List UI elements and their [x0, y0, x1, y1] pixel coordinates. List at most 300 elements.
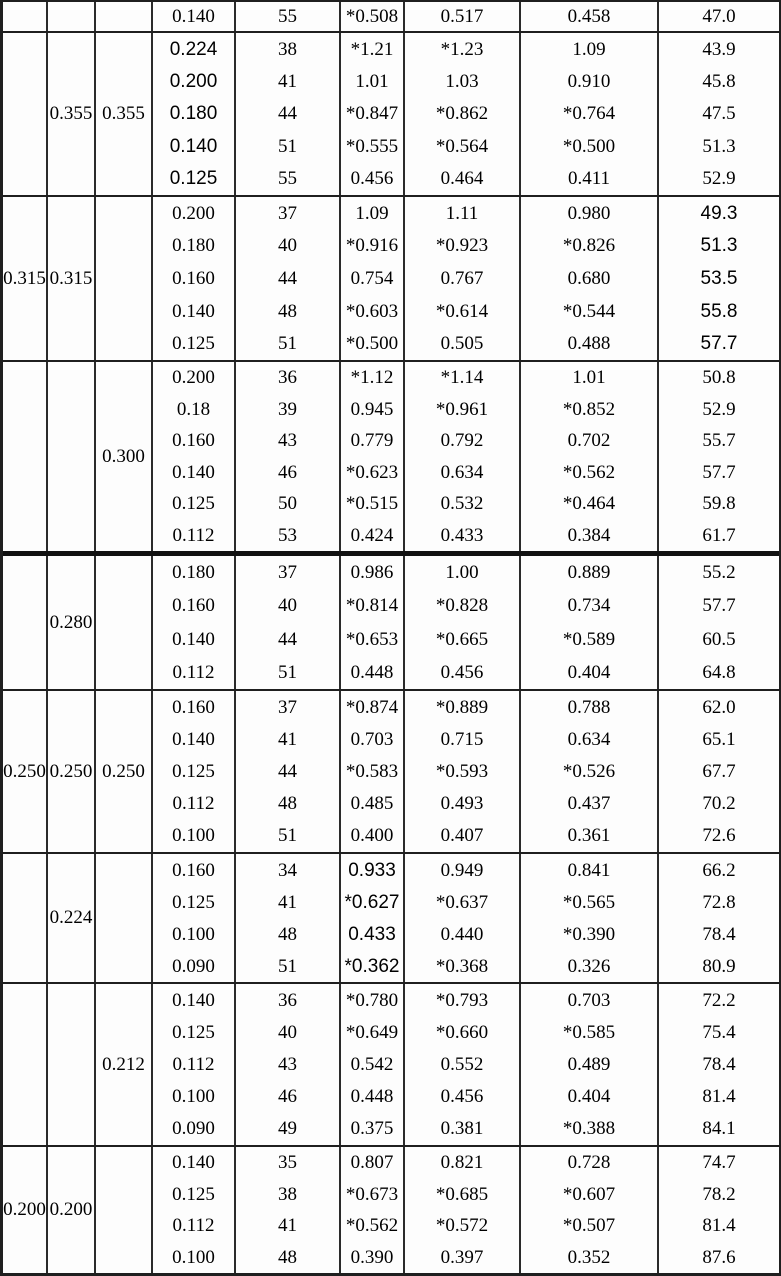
value-column-count [236, 2, 341, 31]
value-cell-value-b: *0.862 [435, 103, 489, 125]
value-cell-value-b: *0.923 [435, 235, 489, 257]
value-cell-count: 38 [278, 1183, 297, 1205]
value-cell-count: 48 [278, 300, 297, 322]
group-cell-g2: 0.224 [48, 854, 96, 982]
group-cell-g1: 0.315 [3, 197, 48, 360]
value-cell-wire-diameter: 0.112 [172, 1215, 215, 1237]
value-cell-wire-diameter: 0.140 [172, 1152, 215, 1174]
value-cell-count: 44 [278, 103, 297, 125]
value-cell-open-area-percent: 47.0 [702, 6, 736, 27]
value-cell-value-c: *0.507 [562, 1215, 616, 1237]
value-cell-value-c: 0.489 [567, 1053, 611, 1075]
value-cell-count: 41 [278, 1215, 297, 1237]
value-column-open-area-percent [659, 556, 779, 689]
value-cell-value-b: 0.792 [440, 430, 484, 452]
value-column-wire-diameter [153, 854, 236, 982]
value-cell-value-a: 0.807 [350, 1152, 394, 1174]
value-cell-value-a: *0.673 [345, 1183, 399, 1205]
value-cell-value-a: 0.448 [350, 1086, 394, 1108]
value-cell-value-c: *0.562 [562, 461, 616, 483]
value-cell-open-area-percent: 62.0 [702, 696, 736, 718]
value-column-count [236, 854, 341, 982]
value-cell-value-b: *0.614 [435, 300, 489, 322]
value-cell-wire-diameter: 0.125 [172, 333, 215, 355]
group-cell-g3 [96, 556, 153, 689]
value-cell-count: 51 [278, 661, 297, 683]
value-column-value-c [521, 362, 659, 551]
value-cell-count: 51 [278, 825, 297, 847]
value-column-value-b [405, 556, 521, 689]
value-cell-open-area-percent: 52.9 [702, 398, 736, 420]
value-cell-value-a: 0.433 [348, 923, 396, 945]
value-cell-open-area-percent: 59.8 [702, 493, 736, 515]
value-cell-value-a: *0.362 [344, 955, 400, 977]
value-cell-open-area-percent: 55.2 [702, 562, 736, 584]
value-cell-value-a: 0.456 [350, 168, 394, 190]
value-cell-value-c: *0.852 [562, 398, 616, 420]
value-cell-wire-diameter: 0.112 [172, 661, 215, 683]
value-column-value-a [341, 197, 405, 360]
value-cell-value-c: 0.634 [567, 728, 611, 750]
value-cell-open-area-percent: 47.5 [702, 103, 736, 125]
value-cell-value-a: *1.12 [350, 367, 394, 389]
value-column-open-area-percent [659, 197, 779, 360]
value-cell-wire-diameter: 0.140 [169, 135, 218, 157]
group-cell-g1 [3, 362, 48, 551]
value-cell-wire-diameter: 0.140 [172, 989, 215, 1011]
value-cell-value-c: *0.464 [562, 493, 616, 515]
value-cell-count: 43 [278, 1053, 297, 1075]
value-cell-value-c: *0.607 [562, 1183, 616, 1205]
value-cell-value-a: *0.847 [345, 103, 399, 125]
value-column-wire-diameter [153, 33, 236, 195]
value-cell-value-c: *0.764 [562, 103, 616, 125]
value-cell-value-a: *0.515 [345, 493, 399, 515]
value-column-wire-diameter [153, 984, 236, 1145]
value-cell-value-c: 0.680 [567, 267, 611, 289]
value-cell-value-b: 0.440 [440, 923, 484, 945]
value-column-count [236, 556, 341, 689]
value-column-count [236, 1147, 341, 1273]
value-cell-wire-diameter: 0.112 [172, 1053, 215, 1075]
value-cell-wire-diameter: 0.180 [172, 235, 215, 257]
value-cell-value-b: *0.685 [435, 1183, 489, 1205]
group-cell-g1: 0.200 [3, 1147, 48, 1273]
value-cell-wire-diameter: 0.160 [172, 430, 215, 452]
group-cell-g2 [48, 2, 96, 31]
value-cell-value-c: 0.404 [567, 1086, 611, 1108]
value-cell-wire-diameter: 0.224 [169, 38, 218, 60]
value-cell-wire-diameter: 0.100 [172, 825, 215, 847]
value-cell-value-b: *0.660 [435, 1021, 489, 1043]
value-column-wire-diameter [153, 556, 236, 689]
value-cell-value-c: *0.589 [562, 628, 616, 650]
value-cell-count: 37 [278, 562, 297, 584]
value-cell-value-a: *0.555 [345, 135, 399, 157]
value-cell-wire-diameter: 0.160 [172, 859, 215, 881]
value-cell-value-a: *0.583 [345, 760, 399, 782]
value-cell-open-area-percent: 67.7 [702, 760, 736, 782]
value-column-wire-diameter [153, 691, 236, 852]
value-cell-value-a: 0.485 [350, 793, 394, 815]
value-cell-wire-diameter: 0.160 [172, 267, 215, 289]
value-cell-open-area-percent: 57.7 [702, 595, 736, 617]
value-cell-wire-diameter: 0.125 [172, 1183, 215, 1205]
value-cell-open-area-percent: 49.3 [700, 202, 738, 224]
value-cell-value-c: 0.734 [567, 595, 611, 617]
value-column-value-c [521, 691, 659, 852]
value-cell-open-area-percent: 53.5 [700, 267, 738, 289]
group-cell-g2: 0.315 [48, 197, 96, 360]
value-column-value-a [341, 984, 405, 1145]
value-cell-value-b: 0.505 [440, 333, 484, 355]
value-cell-open-area-percent: 57.7 [700, 333, 738, 355]
value-cell-value-b: *0.793 [435, 989, 489, 1011]
value-cell-value-c: 0.788 [567, 696, 611, 718]
value-column-value-c [521, 556, 659, 689]
value-cell-value-a: *0.508 [345, 6, 399, 27]
value-cell-open-area-percent: 72.8 [702, 891, 736, 913]
value-cell-count: 39 [278, 398, 297, 420]
table-section-1 [3, 33, 779, 197]
value-cell-value-a: *0.649 [345, 1021, 399, 1043]
value-cell-value-a: 0.933 [348, 859, 396, 881]
value-column-value-b [405, 33, 521, 195]
value-cell-value-b: 1.03 [445, 71, 479, 93]
value-cell-wire-diameter: 0.140 [172, 728, 215, 750]
value-cell-value-c: 1.01 [572, 367, 606, 389]
value-cell-count: 44 [278, 267, 297, 289]
value-cell-open-area-percent: 75.4 [702, 1021, 736, 1043]
value-cell-open-area-percent: 55.8 [700, 300, 738, 322]
value-cell-value-c: 0.728 [567, 1152, 611, 1174]
value-cell-value-c: 0.326 [567, 955, 611, 977]
value-cell-value-c: *0.565 [562, 891, 616, 913]
value-cell-open-area-percent: 57.7 [702, 461, 736, 483]
value-column-open-area-percent [659, 984, 779, 1145]
value-column-value-b [405, 691, 521, 852]
value-cell-value-c: 0.384 [567, 524, 611, 546]
value-cell-count: 48 [278, 1246, 297, 1268]
group-cell-g1 [3, 2, 48, 31]
value-cell-wire-diameter: 0.200 [169, 71, 218, 93]
value-cell-value-c: 0.361 [567, 825, 611, 847]
value-cell-wire-diameter: 0.180 [169, 103, 218, 125]
group-cell-g3 [96, 197, 153, 360]
value-cell-count: 43 [278, 430, 297, 452]
value-column-value-a [341, 691, 405, 852]
value-cell-value-c: 0.703 [567, 989, 611, 1011]
value-column-open-area-percent [659, 33, 779, 195]
value-cell-count: 48 [278, 793, 297, 815]
table-section-6 [3, 854, 779, 984]
value-cell-value-a: 0.986 [350, 562, 394, 584]
value-column-open-area-percent [659, 691, 779, 852]
table-section-4 [3, 556, 779, 691]
value-column-value-a [341, 33, 405, 195]
group-cell-g1 [3, 556, 48, 689]
value-column-open-area-percent [659, 362, 779, 551]
value-cell-open-area-percent: 61.7 [702, 524, 736, 546]
value-cell-value-b: *0.828 [435, 595, 489, 617]
value-cell-value-b: *0.564 [435, 135, 489, 157]
value-cell-wire-diameter: 0.112 [172, 524, 215, 546]
value-cell-wire-diameter: 0.125 [169, 168, 218, 190]
value-cell-count: 40 [278, 595, 297, 617]
value-cell-wire-diameter: 0.140 [172, 300, 215, 322]
value-cell-count: 46 [278, 461, 297, 483]
value-cell-count: 51 [278, 135, 297, 157]
value-cell-count: 44 [278, 760, 297, 782]
value-cell-value-b: *1.14 [440, 367, 484, 389]
value-cell-value-b: *0.961 [435, 398, 489, 420]
value-column-wire-diameter [153, 2, 236, 31]
value-cell-open-area-percent: 70.2 [702, 793, 736, 815]
value-cell-wire-diameter: 0.112 [172, 793, 215, 815]
value-cell-value-c: *0.388 [562, 1118, 616, 1140]
value-column-value-b [405, 2, 521, 31]
value-cell-value-a: 0.390 [350, 1246, 394, 1268]
group-cell-g2 [48, 984, 96, 1145]
value-column-value-c [521, 1147, 659, 1273]
value-cell-open-area-percent: 55.7 [702, 430, 736, 452]
value-cell-value-c: 0.488 [567, 333, 611, 355]
value-cell-wire-diameter: 0.140 [172, 461, 215, 483]
value-cell-value-b: 0.381 [440, 1118, 484, 1140]
value-cell-open-area-percent: 66.2 [702, 859, 736, 881]
group-cell-g3 [96, 2, 153, 31]
value-cell-value-c: *0.390 [562, 923, 616, 945]
value-cell-value-b: 0.552 [440, 1053, 484, 1075]
value-cell-count: 37 [278, 202, 297, 224]
value-cell-wire-diameter: 0.140 [172, 628, 215, 650]
value-cell-open-area-percent: 74.7 [702, 1152, 736, 1174]
value-column-count [236, 197, 341, 360]
value-column-wire-diameter [153, 1147, 236, 1273]
value-cell-wire-diameter: 0.125 [172, 891, 215, 913]
value-cell-wire-diameter: 0.180 [172, 562, 215, 584]
value-cell-open-area-percent: 78.2 [702, 1183, 736, 1205]
value-cell-open-area-percent: 52.9 [702, 168, 736, 190]
value-cell-count: 41 [278, 891, 297, 913]
value-cell-value-a: *0.603 [345, 300, 399, 322]
value-column-count [236, 362, 341, 551]
value-cell-value-c: 0.841 [567, 859, 611, 881]
table-section-5 [3, 691, 779, 854]
value-cell-open-area-percent: 81.4 [702, 1215, 736, 1237]
value-cell-count: 46 [278, 1086, 297, 1108]
value-cell-open-area-percent: 43.9 [702, 38, 736, 60]
value-column-value-b [405, 197, 521, 360]
value-cell-value-b: 0.456 [440, 1086, 484, 1108]
group-cell-g3 [96, 1147, 153, 1273]
value-cell-open-area-percent: 60.5 [702, 628, 736, 650]
value-column-value-b [405, 854, 521, 982]
value-cell-count: 55 [278, 6, 297, 27]
value-cell-open-area-percent: 84.1 [702, 1118, 736, 1140]
value-cell-value-a: 0.779 [350, 430, 394, 452]
value-cell-value-a: *0.653 [345, 628, 399, 650]
value-cell-value-b: 0.949 [440, 859, 484, 881]
value-cell-wire-diameter: 0.100 [172, 923, 215, 945]
value-column-value-a [341, 854, 405, 982]
value-column-value-a [341, 1147, 405, 1273]
value-cell-value-b: 0.397 [440, 1246, 484, 1268]
value-cell-count: 41 [278, 728, 297, 750]
group-cell-g3: 0.212 [96, 984, 153, 1145]
value-cell-value-c: 0.889 [567, 562, 611, 584]
value-cell-count: 48 [278, 923, 297, 945]
value-column-value-c [521, 197, 659, 360]
group-cell-g1 [3, 984, 48, 1145]
value-cell-count: 35 [278, 1152, 297, 1174]
value-cell-open-area-percent: 72.2 [702, 989, 736, 1011]
value-cell-value-c: *0.544 [562, 300, 616, 322]
value-cell-open-area-percent: 65.1 [702, 728, 736, 750]
value-cell-value-b: 0.767 [440, 267, 484, 289]
value-cell-value-b: 0.634 [440, 461, 484, 483]
value-column-value-b [405, 1147, 521, 1273]
group-cell-g3: 0.355 [96, 33, 153, 195]
value-cell-value-a: *0.916 [345, 235, 399, 257]
value-cell-value-b: *0.637 [435, 891, 489, 913]
value-cell-wire-diameter: 0.200 [172, 202, 215, 224]
value-cell-wire-diameter: 0.160 [172, 595, 215, 617]
value-cell-wire-diameter: 0.125 [172, 760, 215, 782]
group-cell-g2: 0.200 [48, 1147, 96, 1273]
table-section-3 [3, 362, 779, 556]
value-cell-count: 38 [278, 38, 297, 60]
value-cell-value-b: *0.665 [435, 628, 489, 650]
group-cell-g1: 0.250 [3, 691, 48, 852]
value-cell-value-c: *0.526 [562, 760, 616, 782]
value-cell-count: 55 [278, 168, 297, 190]
value-cell-wire-diameter: 0.160 [172, 696, 215, 718]
value-cell-count: 53 [278, 524, 297, 546]
value-cell-count: 40 [278, 1021, 297, 1043]
value-column-value-c [521, 2, 659, 31]
value-cell-open-area-percent: 80.9 [702, 955, 736, 977]
value-cell-count: 44 [278, 628, 297, 650]
value-cell-value-a: 1.09 [355, 202, 389, 224]
value-cell-value-c: 0.458 [567, 6, 611, 27]
value-cell-wire-diameter: 0.140 [172, 6, 215, 27]
value-cell-value-b: *0.889 [435, 696, 489, 718]
value-cell-value-b: 0.456 [440, 661, 484, 683]
value-column-value-b [405, 984, 521, 1145]
value-cell-value-a: *0.562 [345, 1215, 399, 1237]
group-cell-g3 [96, 854, 153, 982]
value-column-value-c [521, 854, 659, 982]
value-cell-count: 51 [278, 955, 297, 977]
table-section-2 [3, 197, 779, 362]
value-cell-value-b: *0.368 [435, 955, 489, 977]
value-cell-wire-diameter: 0.100 [172, 1086, 215, 1108]
value-cell-count: 40 [278, 235, 297, 257]
value-cell-open-area-percent: 87.6 [702, 1246, 736, 1268]
value-cell-count: 50 [278, 493, 297, 515]
value-cell-open-area-percent: 81.4 [702, 1086, 736, 1108]
value-cell-open-area-percent: 50.8 [702, 367, 736, 389]
value-cell-value-a: 1.01 [355, 71, 389, 93]
value-column-value-a [341, 2, 405, 31]
value-cell-value-a: 0.448 [350, 661, 394, 683]
value-cell-wire-diameter: 0.090 [172, 955, 215, 977]
table-section-8 [3, 1147, 779, 1273]
value-cell-value-b: 0.821 [440, 1152, 484, 1174]
value-cell-value-b: 0.493 [440, 793, 484, 815]
value-column-open-area-percent [659, 2, 779, 31]
value-cell-value-a: 0.542 [350, 1053, 394, 1075]
value-cell-value-a: 0.375 [350, 1118, 394, 1140]
value-column-wire-diameter [153, 197, 236, 360]
group-cell-g2 [48, 362, 96, 551]
value-column-open-area-percent [659, 1147, 779, 1273]
value-cell-value-c: 0.980 [567, 202, 611, 224]
value-cell-value-c: *0.826 [562, 235, 616, 257]
group-cell-g3: 0.300 [96, 362, 153, 551]
value-cell-value-b: 1.00 [445, 562, 479, 584]
value-cell-open-area-percent: 78.4 [702, 923, 736, 945]
value-cell-value-a: *0.627 [344, 891, 400, 913]
value-cell-value-b: 0.464 [440, 168, 484, 190]
value-column-open-area-percent [659, 854, 779, 982]
value-cell-count: 36 [278, 367, 297, 389]
value-cell-wire-diameter: 0.090 [172, 1118, 215, 1140]
value-cell-value-a: *0.623 [345, 461, 399, 483]
value-column-count [236, 984, 341, 1145]
value-cell-open-area-percent: 45.8 [702, 71, 736, 93]
value-cell-value-b: 0.532 [440, 493, 484, 515]
value-cell-value-b: *1.23 [440, 38, 484, 60]
value-column-count [236, 33, 341, 195]
value-cell-value-b: 1.11 [445, 202, 479, 224]
value-cell-value-c: *0.500 [562, 135, 616, 157]
value-cell-count: 49 [278, 1118, 297, 1140]
value-cell-open-area-percent: 64.8 [702, 661, 736, 683]
value-cell-value-a: *0.780 [345, 989, 399, 1011]
value-cell-value-a: 0.703 [350, 728, 394, 750]
value-column-count [236, 691, 341, 852]
value-cell-wire-diameter: 0.200 [172, 367, 215, 389]
value-column-wire-diameter [153, 362, 236, 551]
value-cell-count: 34 [278, 859, 297, 881]
group-cell-g1 [3, 854, 48, 982]
table-section-0 [3, 2, 779, 33]
value-cell-value-c: 0.404 [567, 661, 611, 683]
value-cell-value-b: *0.593 [435, 760, 489, 782]
value-column-value-c [521, 984, 659, 1145]
value-cell-open-area-percent: 78.4 [702, 1053, 736, 1075]
value-cell-count: 51 [278, 333, 297, 355]
value-cell-value-a: *0.500 [345, 333, 399, 355]
group-cell-g2: 0.250 [48, 691, 96, 852]
value-column-value-c [521, 33, 659, 195]
value-cell-value-c: 0.411 [567, 168, 611, 190]
value-cell-value-c: 1.09 [572, 38, 606, 60]
value-cell-open-area-percent: 51.3 [700, 235, 738, 257]
value-cell-value-b: 0.433 [440, 524, 484, 546]
value-column-value-a [341, 362, 405, 551]
value-cell-value-c: 0.437 [567, 793, 611, 815]
group-cell-g3: 0.250 [96, 691, 153, 852]
value-cell-value-b: 0.407 [440, 825, 484, 847]
value-cell-value-b: 0.517 [440, 6, 484, 27]
group-cell-g2: 0.355 [48, 33, 96, 195]
value-cell-value-b: *0.572 [435, 1215, 489, 1237]
value-cell-wire-diameter: 0.100 [172, 1246, 215, 1268]
value-cell-wire-diameter: 0.125 [172, 1021, 215, 1043]
